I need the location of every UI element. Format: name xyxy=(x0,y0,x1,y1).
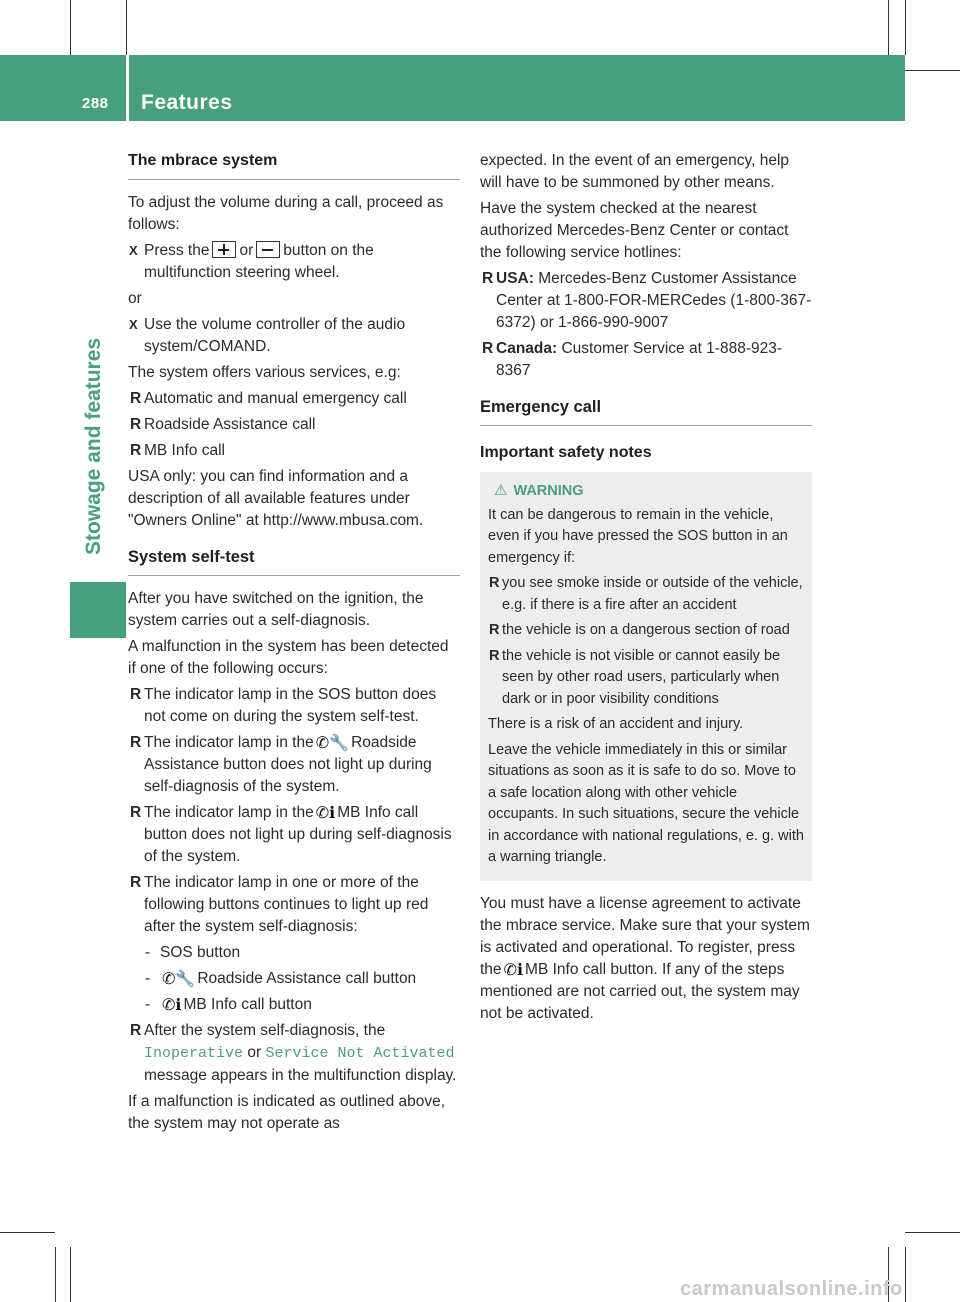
section-heading-mbrace: The mbrace system xyxy=(128,150,460,180)
paragraph: To adjust the volume during a call, proceed as follows: xyxy=(128,194,444,233)
bullet-icon: R xyxy=(489,622,500,638)
crop-mark xyxy=(126,0,127,55)
crop-mark xyxy=(905,70,960,71)
paragraph: It can be dangerous to remain in the vehicle, even if you have pressed the SOS button in an emergency if: xyxy=(488,506,788,566)
dash-icon: - xyxy=(145,944,151,961)
step-item: X Press the or button on the multifunction steering wheel. xyxy=(129,242,374,281)
bullet-icon: R xyxy=(130,874,142,891)
right-column xyxy=(480,150,812,1029)
bullet-icon: R xyxy=(489,575,500,591)
dash-icon: - xyxy=(145,970,151,987)
list-item: R the vehicle is on a dangerous section of road xyxy=(488,620,804,642)
paragraph: A malfunction in the system has been detected if one of the following occurs: xyxy=(128,638,449,677)
crop-mark xyxy=(70,1247,71,1302)
list-item: R After the system self-diagnosis, the Inoperative or Service Not Activated message appears in the multifunction display. xyxy=(130,1022,457,1084)
paragraph: The system offers various services, e.g: xyxy=(128,364,401,381)
bullet-icon: R xyxy=(130,416,142,433)
subheading-safety-notes: Important safety notes xyxy=(480,444,652,461)
list-item: R The indicator lamp in the SOS button does not come on during the system self-test. xyxy=(130,686,437,725)
bullet-icon: R xyxy=(130,734,142,751)
list-item: R MB Info call xyxy=(128,440,460,462)
list-item: R Roadside Assistance call xyxy=(128,414,460,436)
list-item: R USA: Mercedes-Benz Customer Assistance Center at 1-800-FOR-MERCedes (1-800-367-6372) or 1-866-990-9007 xyxy=(482,270,812,331)
bullet-icon: R xyxy=(130,1022,142,1039)
crop-mark xyxy=(55,1247,56,1302)
paragraph: If a malfunction is indicated as outlined above, the system may not operate as xyxy=(128,1093,446,1132)
list-item: R The indicator lamp in the ✆ℹ MB Info call button does not light up during self-diagnosis of the system. xyxy=(130,804,452,865)
minus-key-icon xyxy=(256,241,280,258)
list-item: R Canada: Customer Service at 1-888-923-8367 xyxy=(482,340,783,379)
sub-list-item: - ✆ℹ MB Info call button xyxy=(145,996,312,1014)
page-number: 288 xyxy=(82,95,109,112)
step-arrow-icon: X xyxy=(129,317,138,332)
paragraph: USA only: you can find information and a description of all available features under "Owners Online" at http://www.mbusa.com. xyxy=(128,468,424,529)
bullet-icon: R xyxy=(489,647,500,664)
roadside-assistance-icon: ✆🔧 xyxy=(162,971,196,988)
watermark: carmanualsonline.info xyxy=(680,1278,903,1300)
bullet-icon: R xyxy=(130,442,142,459)
info-call-icon: ✆ℹ xyxy=(503,961,524,979)
side-tab-label: Stowage and features xyxy=(82,337,105,555)
section-heading-self-test: System self-test xyxy=(128,546,460,576)
header-band xyxy=(0,55,905,121)
left-column xyxy=(128,150,460,1139)
warning-triangle-icon: ⚠ xyxy=(494,482,508,499)
crop-mark xyxy=(905,1232,960,1233)
bullet-icon: R xyxy=(130,390,142,407)
sub-list-item: - SOS button xyxy=(128,942,460,964)
paragraph: Leave the vehicle immediately in this or similar situations as soon as it is safe to do so. Move to a safe location along with other vehicle occupants. In such situations, secure the vehicle in accordance with national regulations, e. g. with a warning triangle. xyxy=(488,741,804,865)
step-item: X Use the volume controller of the audio system/COMAND. xyxy=(129,316,406,355)
list-item: R Automatic and manual emergency call xyxy=(128,388,460,410)
list-item: R The indicator lamp in one or more of the following buttons continues to light up red after the system self-diagnosis: xyxy=(130,874,429,935)
page-title: Features xyxy=(141,91,233,114)
paragraph: There is a risk of an accident and injury. xyxy=(488,716,744,732)
paragraph: You must have a license agreement to activate the mbrace service. Make sure that your system is activated and operational. To register, press the ✆ℹ MB Info call button. If any of the steps mentioned are not carried out, the system may not be activated. xyxy=(480,894,810,1022)
list-item: R you see smoke inside or outside of the vehicle, e.g. if there is a fire after an accident xyxy=(489,575,803,613)
paragraph: Have the system checked at the nearest authorized Mercedes-Benz Center or contact the following service hotlines: xyxy=(480,200,789,261)
plus-key-icon xyxy=(212,241,236,258)
paragraph: After you have switched on the ignition, the system carries out a self-diagnosis. xyxy=(128,590,424,629)
crop-mark xyxy=(905,0,906,55)
crop-mark xyxy=(0,1232,55,1233)
crop-mark xyxy=(905,1247,906,1302)
paragraph: expected. In the event of an emergency, help will have to be summoned by other means. xyxy=(480,152,790,191)
side-tab-block xyxy=(70,582,126,638)
bullet-icon: R xyxy=(130,804,142,821)
list-item: R the vehicle is not visible or cannot easily be seen by other road users, particularly when dark or in poor visibility conditions xyxy=(489,647,781,707)
bullet-icon: R xyxy=(482,340,494,357)
sub-list-item: - ✆🔧 Roadside Assistance call button xyxy=(145,970,417,988)
warning-title: ⚠ WARNING xyxy=(488,480,804,503)
header-separator xyxy=(126,55,129,121)
warning-box xyxy=(480,472,812,881)
paragraph: or xyxy=(128,290,142,307)
list-item: R The indicator lamp in the ✆🔧 Roadside Assistance button does not light up during self-diagnosis of the system. xyxy=(130,734,432,795)
dash-icon: - xyxy=(145,996,151,1013)
crop-mark xyxy=(70,0,71,55)
info-call-icon: ✆ℹ xyxy=(315,805,336,822)
roadside-assistance-icon: ✆🔧 xyxy=(315,735,350,752)
display-message-service-not-activated: Service Not Activated xyxy=(265,1045,455,1062)
display-message-inoperative: Inoperative xyxy=(144,1045,244,1062)
bullet-icon: R xyxy=(130,686,142,703)
step-arrow-icon: X xyxy=(129,243,138,258)
section-heading-emergency-call: Emergency call xyxy=(480,396,812,426)
info-call-icon: ✆ℹ xyxy=(162,997,182,1014)
crop-mark xyxy=(888,0,889,55)
bullet-icon: R xyxy=(482,270,494,287)
